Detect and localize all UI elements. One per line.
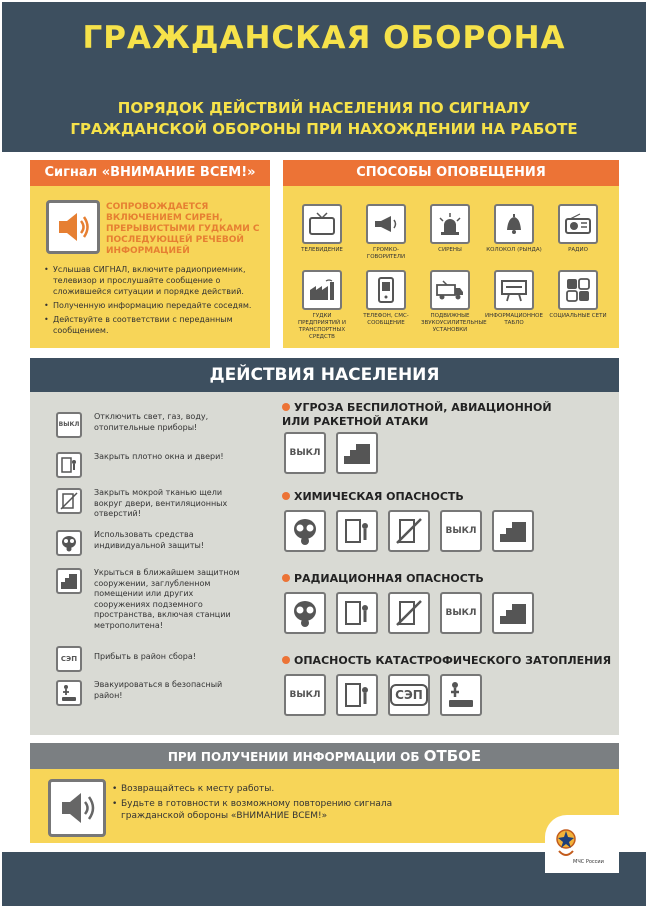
power-off-icon: ВЫКЛ (284, 674, 326, 716)
subtitle-line-2: ГРАЖДАНСКОЙ ОБОРОНЫ ПРИ НАХОЖДЕНИИ НА РАБОТЕ (70, 120, 578, 138)
assembly-point-icon: СЭП (388, 674, 430, 716)
list-item: • Возвращайтесь к месту работы. (112, 783, 432, 795)
signal-instructions (44, 264, 266, 339)
evacuation-icon (440, 674, 482, 716)
siren-icon (430, 204, 470, 244)
threat-icons (284, 510, 534, 552)
speaker-icon (46, 200, 100, 254)
signal-title: Сигнал «ВНИМАНИЕ ВСЕМ!» (30, 160, 270, 186)
tv-icon (302, 204, 342, 244)
phone-icon (366, 270, 406, 310)
subtitle-line-1: ПОРЯДОК ДЕЙСТВИЙ НАСЕЛЕНИЯ ПО СИГНАЛУ (117, 99, 531, 117)
shelter-icon (492, 510, 534, 552)
list-item: • Действуйте в соответствии с переданным сообщением. (44, 314, 266, 336)
gas-mask-icon (56, 530, 82, 556)
method-radio: РАДИО (549, 204, 607, 254)
seal-gaps-icon (388, 592, 430, 634)
close-windows-icon (336, 510, 378, 552)
all-clear-panel (30, 743, 619, 843)
method-phone: ТЕЛЕФОН, СМС-СООБЩЕНИЕ (357, 270, 415, 327)
method-social: СОЦИАЛЬНЫЕ СЕТИ (549, 270, 607, 320)
page-subtitle (2, 98, 646, 140)
emblem-card (545, 815, 619, 873)
radio-icon (558, 204, 598, 244)
factory-icon (302, 270, 342, 310)
method-bell: КОЛОКОЛ (РЫНДА) (485, 204, 543, 254)
methods-title: СПОСОБЫ ОПОВЕЩЕНИЯ (283, 160, 619, 186)
gas-mask-icon (284, 592, 326, 634)
all-clear-instructions (112, 783, 432, 825)
seal-gaps-icon (56, 488, 82, 514)
power-off-icon: ВЫКЛ (440, 510, 482, 552)
close-windows-icon (56, 452, 82, 478)
list-item: • Услышав СИГНАЛ, включите радиоприемник, телевизор и прослушайте сообщение о сложившейся ситуации и порядке действий. (44, 264, 266, 297)
power-off-icon: ВЫКЛ (284, 432, 326, 474)
threat-title: УГРОЗА БЕСПИЛОТНОЙ, АВИАЦИОННОЙ ИЛИ РАКЕТНОЙ АТАКИ (282, 401, 552, 428)
social-icon (558, 270, 598, 310)
emblem-label: МЧС России (573, 859, 604, 865)
loudspeaker-icon (366, 204, 406, 244)
bell-icon (494, 204, 534, 244)
close-windows-icon (336, 674, 378, 716)
page-title: ГРАЖДАНСКАЯ ОБОРОНА (82, 20, 566, 56)
mchs-emblem-icon (555, 825, 577, 863)
method-loudspeaker: ГРОМКО-ГОВОРИТЕЛИ (357, 204, 415, 261)
signal-panel (30, 160, 270, 348)
assembly-point-icon: СЭП (56, 646, 82, 672)
seal-gaps-icon (388, 510, 430, 552)
threat-title: ОПАСНОСТЬ КАТАСТРОФИЧЕСКОГО ЗАТОПЛЕНИЯ (282, 654, 611, 668)
method-truck: ПОДВИЖНЫЕ ЗВУКОУСИЛИТЕЛЬНЫЕ УСТАНОВКИ (421, 270, 479, 334)
actions-title: ДЕЙСТВИЯ НАСЕЛЕНИЯ (30, 358, 619, 392)
shelter-icon (56, 568, 82, 594)
threat-title: РАДИАЦИОННАЯ ОПАСНОСТЬ (282, 572, 484, 586)
speaker-icon (48, 779, 106, 837)
close-windows-icon (336, 592, 378, 634)
methods-panel (283, 160, 619, 348)
method-tv: ТЕЛЕВИДЕНИЕ (293, 204, 351, 254)
signal-description: СОПРОВОЖДАЕТСЯ ВКЛЮЧЕНИЕМ СИРЕН, ПРЕРЫВИСТЫМИ ГУДКАМИ С ПОСЛЕДУЮЩЕЙ РЕЧЕВОЙ ИНФОРМАЦИЕЙ (106, 202, 260, 256)
shelter-icon (492, 592, 534, 634)
info-board-icon (494, 270, 534, 310)
threat-icons (284, 592, 534, 634)
shelter-icon (336, 432, 378, 474)
all-clear-title: ПРИ ПОЛУЧЕНИИ ИНФОРМАЦИИ ОБ ОТБОЕ (30, 743, 619, 769)
evacuation-icon (56, 680, 82, 706)
method-factory: ГУДКИ ПРЕДПРИЯТИЙ И ТРАНСПОРТНЫХ СРЕДСТВ (293, 270, 351, 341)
method-info-board: ИНФОРМАЦИОННОЕ ТАБЛО (485, 270, 543, 327)
list-item: • Будьте в готовности к возможному повторению сигнала гражданской обороны «ВНИМАНИЕ ВСЕМ!» (112, 798, 432, 822)
list-item: • Полученную информацию передайте соседям. (44, 300, 266, 311)
truck-icon (430, 270, 470, 310)
header-banner (2, 2, 646, 152)
actions-panel: ДЕЙСТВИЯ НАСЕЛЕНИЯ ВЫКЛ Отключить свет, газ, воду, отопительные приборы! Закрыть плотно окна и двери! Закрыть мокрой тканью щели вокруг двери, вентиляционных отверстий! Использовать средства индивидуальной защиты! Укрыться в ближайшем защитном сооружении, заглубленном помещении или других сооружениях подземного пространства, включая станции метрополитена! СЭП Прибыть в район сбора! Эвакуироваться в безопасный район! УГРОЗА БЕСПИЛОТНОЙ, АВИАЦИОННОЙ ИЛИ РАКЕТНОЙ АТАКИ ВЫКЛ ХИМИЧЕСКАЯ ОПАСНОСТЬ ВЫКЛ РАДИАЦИОННАЯ ОПАСНОСТЬ ВЫКЛ ОПАСНОСТЬ КАТАСТРОФИЧЕСКОГО ЗАТОПЛЕНИЯ ВЫКЛ СЭП (30, 358, 619, 735)
power-off-icon: ВЫКЛ (440, 592, 482, 634)
threat-icons (284, 432, 378, 474)
method-siren: СИРЕНЫ (421, 204, 479, 254)
threat-title: ХИМИЧЕСКАЯ ОПАСНОСТЬ (282, 490, 464, 504)
gas-mask-icon (284, 510, 326, 552)
threat-icons (284, 674, 482, 716)
power-off-icon: ВЫКЛ (56, 412, 82, 438)
